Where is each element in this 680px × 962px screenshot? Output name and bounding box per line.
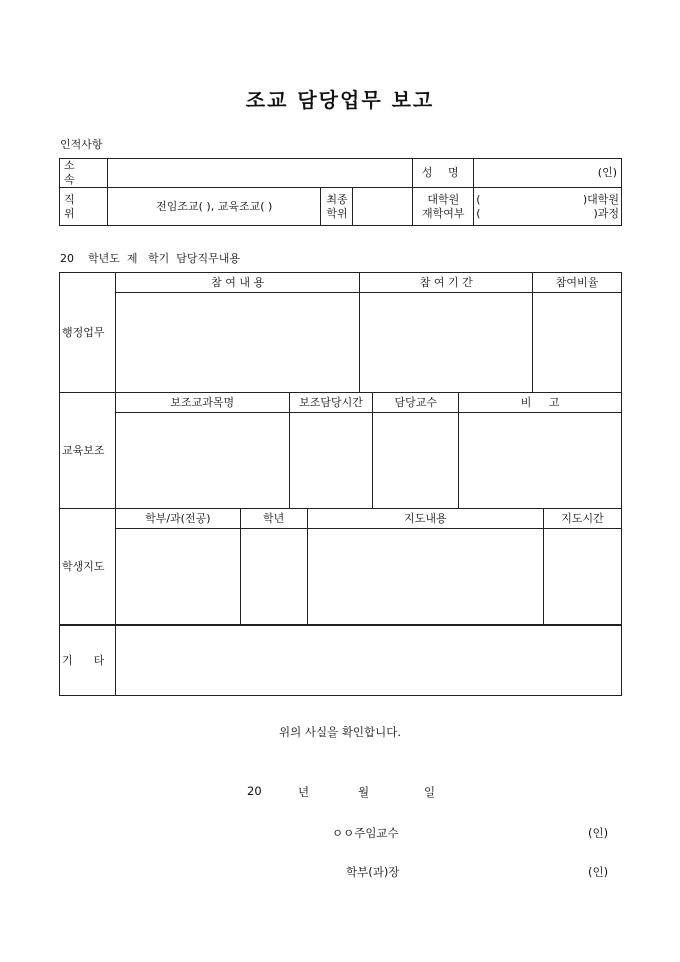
admin-col-content: 참 여 내 용: [115, 273, 360, 293]
edu-col-professor: 담당교수: [373, 393, 459, 413]
student-dept-field[interactable]: [115, 529, 240, 625]
grad-status-label: [413, 188, 474, 226]
position-label: 직 위: [60, 188, 108, 226]
affiliation-label: 소 속: [60, 159, 108, 188]
student-section-label: 학생지도: [60, 509, 116, 625]
student-col-year: 학년: [240, 509, 307, 529]
admin-section-label: 행정업무: [60, 273, 116, 393]
edu-hours-field[interactable]: [289, 413, 373, 509]
etc-field[interactable]: [115, 626, 621, 696]
edu-col-hours: 보조담당시간: [289, 393, 373, 413]
course-line: [476, 207, 619, 221]
degree-label-bottom: 학위: [326, 206, 348, 220]
student-table: [59, 508, 622, 625]
admin-table: [59, 272, 622, 393]
grad-status-bottom: 재학여부: [422, 206, 465, 220]
dean-seal[interactable]: (인): [588, 865, 609, 879]
position-field[interactable]: 전임조교( ), 교육조교( ): [107, 188, 321, 226]
date-year: 년: [298, 785, 310, 799]
dean-label: 학부(과)장: [346, 865, 400, 879]
professor-label: ㅇㅇ주임교수: [332, 826, 399, 840]
personnel-label: 인적사항: [60, 138, 103, 151]
grad-school-line: [476, 193, 619, 207]
degree-field[interactable]: [353, 188, 413, 226]
admin-col-period: 참 여 기 간: [360, 273, 533, 293]
paren-open: (: [476, 206, 481, 220]
edu-table: [59, 392, 622, 509]
edu-section-label: 교육보조: [60, 393, 116, 509]
edu-professor-field[interactable]: [373, 413, 459, 509]
student-col-dept: 학부/과(전공): [115, 509, 240, 529]
edu-col-remarks: 비 고: [459, 393, 622, 413]
grad-school-suffix: )대학원: [582, 192, 619, 206]
grad-status-field[interactable]: [474, 188, 622, 226]
paren-open: (: [476, 192, 481, 206]
duty-label: 20 학년도 제 학기 담당직무내용: [60, 252, 240, 265]
professor-seal[interactable]: (인): [588, 826, 609, 840]
student-col-hours: 지도시간: [544, 509, 622, 529]
etc-table: [59, 625, 622, 696]
date-month: 월: [358, 785, 370, 799]
date-day: 일: [424, 785, 436, 799]
admin-period-field[interactable]: [360, 293, 533, 393]
admin-col-ratio: 참여비율: [533, 273, 622, 293]
admin-ratio-field[interactable]: [533, 293, 622, 393]
student-hours-field[interactable]: [544, 529, 622, 625]
degree-label-top: 최종: [326, 192, 348, 206]
affiliation-field[interactable]: [107, 159, 412, 188]
seal-mark: (인): [597, 166, 617, 179]
student-col-content: 지도내용: [307, 509, 544, 529]
grad-status-top: 대학원: [427, 192, 460, 206]
confirm-text: 위의 사실을 확인합니다.: [278, 725, 402, 739]
edu-col-subject: 보조교과목명: [115, 393, 289, 413]
date-prefix: 20: [247, 784, 262, 798]
name-field[interactable]: [474, 159, 622, 188]
student-content-field[interactable]: [307, 529, 544, 625]
personnel-table: [59, 158, 622, 226]
edu-subject-field[interactable]: [115, 413, 289, 509]
edu-remarks-field[interactable]: [459, 413, 622, 509]
student-year-field[interactable]: [240, 529, 307, 625]
course-suffix: )과정: [593, 206, 619, 220]
admin-content-field[interactable]: [115, 293, 360, 393]
name-label: 성 명: [413, 159, 474, 188]
degree-label: [321, 188, 353, 226]
etc-section-label: 기 타: [60, 626, 116, 696]
document-title: 조교 담당업무 보고: [245, 88, 435, 112]
